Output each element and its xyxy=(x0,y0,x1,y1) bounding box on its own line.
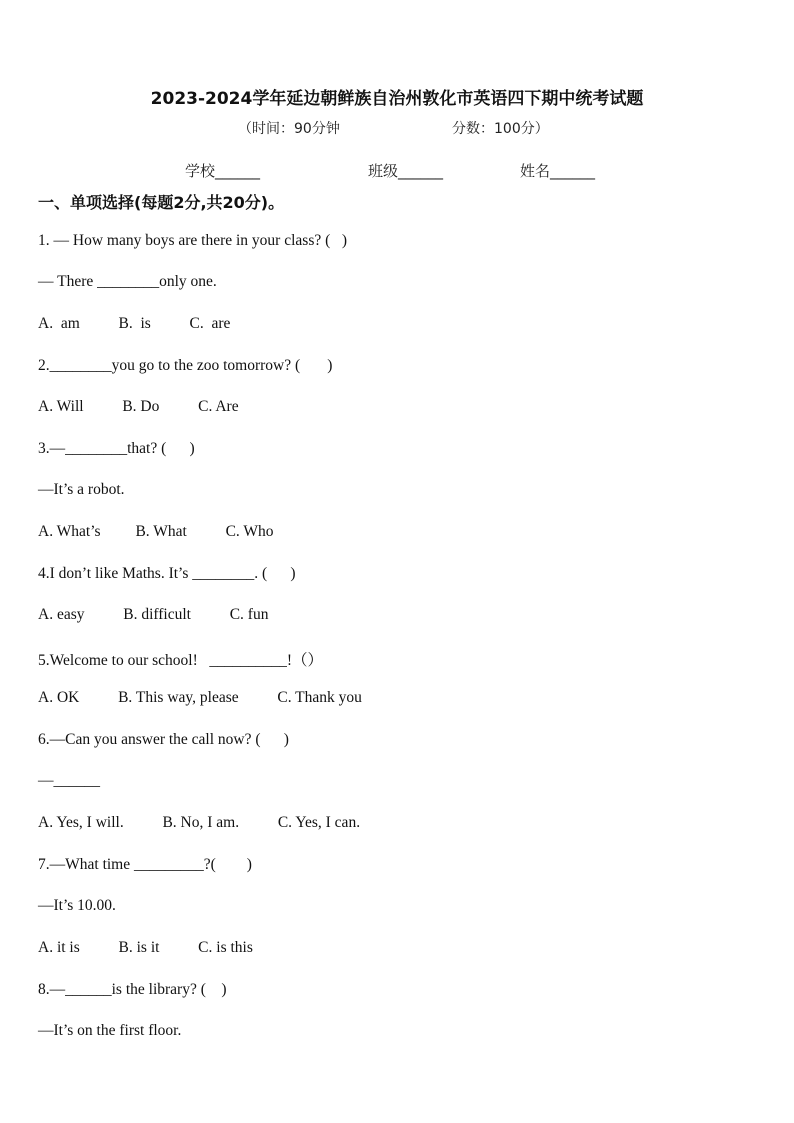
question-6-options: A. Yes, I will. B. No, I am. C. Yes, I can. xyxy=(38,814,361,831)
class-field: 班级______ xyxy=(368,162,444,180)
question-6: 6.—Can you answer the call now? ( ) xyxy=(38,731,289,748)
question-1-answer-line: — There ________only one. xyxy=(38,273,217,290)
question-7-response: —It’s 10.00. xyxy=(38,897,116,914)
exam-score: 分数：100分） xyxy=(452,121,549,137)
question-3-options: A. What’s B. What C. Who xyxy=(38,523,274,540)
name-field: 姓名______ xyxy=(520,162,596,180)
question-5: 5.Welcome to our school! __________!（） xyxy=(38,652,324,669)
question-2: 2.________you go to the zoo tomorrow? ( ) xyxy=(38,357,333,374)
section-heading: 一、单项选择(每题2分,共20分)。 xyxy=(38,193,285,212)
question-6-response: —______ xyxy=(38,772,100,789)
question-7-options: A. it is B. is it C. is this xyxy=(38,939,253,956)
question-2-options: A. Will B. Do C. Are xyxy=(38,398,239,415)
question-4-options: A. easy B. difficult C. fun xyxy=(38,606,269,623)
question-4: 4.I don’t like Maths. It’s ________. ( ) xyxy=(38,565,296,582)
question-8: 8.—______is the library? ( ) xyxy=(38,981,227,998)
question-1-options: A. am B. is C. are xyxy=(38,315,231,332)
question-3-response: —It’s a robot. xyxy=(38,481,125,498)
question-7: 7.—What time _________?( ) xyxy=(38,856,252,873)
exam-time: （时间：90分钟 xyxy=(238,121,340,137)
question-8-response: —It’s on the first floor. xyxy=(38,1022,182,1039)
question-3: 3.—________that? ( ) xyxy=(38,440,195,457)
question-5-options: A. OK B. This way, please C. Thank you xyxy=(38,689,362,706)
school-field: 学校______ xyxy=(185,162,261,180)
question-1: 1. — How many boys are there in your class? ( ) xyxy=(38,232,348,249)
page-title: 2023-2024学年延边朝鲜族自治州敦化市英语四下期中统考试题 xyxy=(150,89,644,109)
